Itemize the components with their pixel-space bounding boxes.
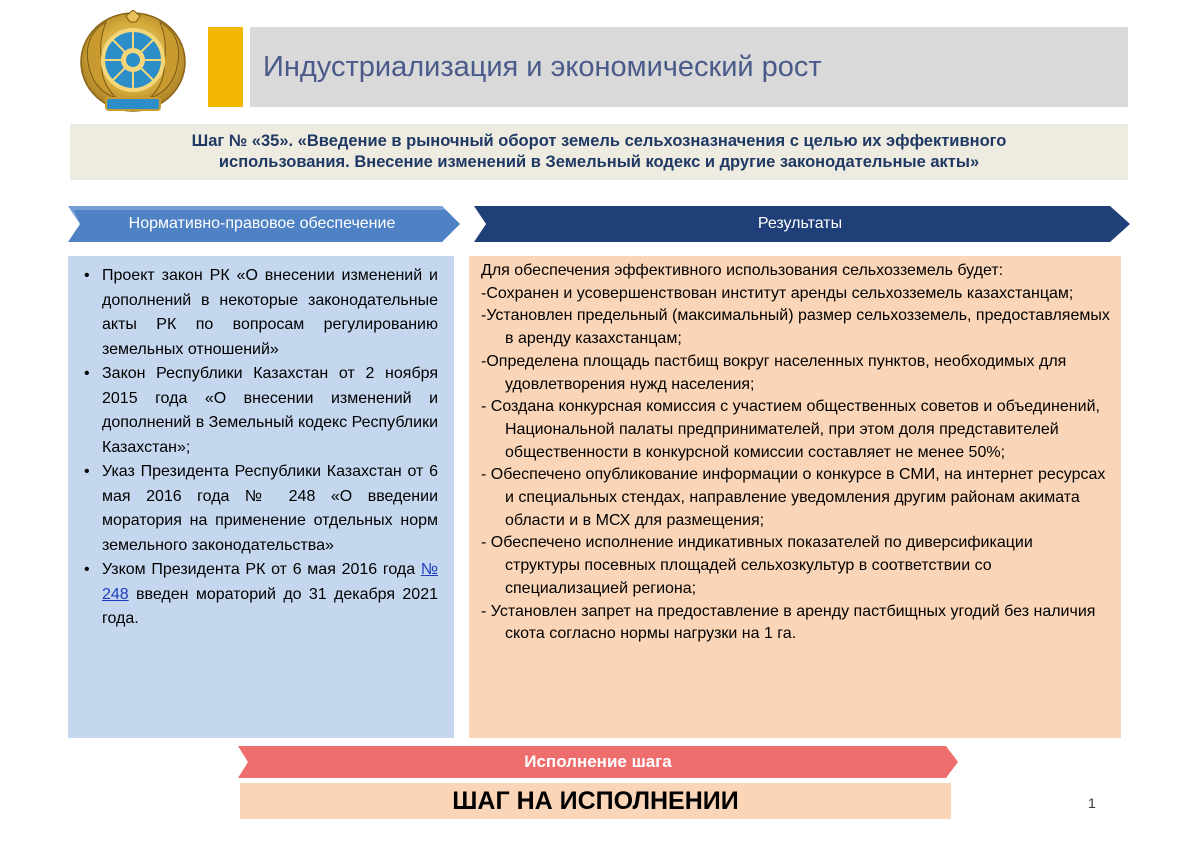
list-item: • Проект закон РК «О внесении изменений и дополнений в некоторые законодательные акты РК по вопросам регулированию земельных отношений»	[78, 264, 438, 362]
bullet: •	[84, 561, 90, 578]
step-description-box	[70, 124, 1128, 180]
results-section-label: Результаты	[757, 215, 843, 232]
list-item: • Закон Республики Казахстан от 2 ноября 2015 года «О внесении изменений и дополнений в Земельный кодекс Республики Казахстан»;	[78, 362, 438, 460]
page-title: Индустриализация и экономический рост	[263, 51, 822, 83]
execution-status: ШАГ НА ИСПОЛНЕНИИ	[452, 786, 739, 815]
results-panel	[469, 256, 1121, 738]
list-item: • Узком Президента РК от 6 мая 2016 года № 248 введен мораторий до 31 декабря 2021 года.	[78, 558, 438, 632]
list-item: • Указ Президента Республики Казахстан от 6 мая 2016 года № 248 «О введении моратория на применение отдельных норм земельного законодательства»	[78, 460, 438, 558]
page-number: 1	[1088, 795, 1096, 811]
result-line: - Установлен запрет на предоставление в аренду пастбищных угодий без наличия скота согласно нормы нагрузки на 1 га.	[481, 602, 1096, 643]
decree-248-link[interactable]: № 248	[102, 561, 438, 603]
execution-status-box	[240, 783, 951, 819]
result-line: - Обеспечено опубликование информации о конкурсе в СМИ, на интернет ресурсах и специальных стендах, направление уведомления другим районам акимата области и в МСХ для размещения;	[481, 466, 1106, 529]
bullet: •	[84, 267, 90, 284]
legal-section-label: Нормативно-правовое обеспечение	[128, 215, 396, 232]
result-line: Для обеспечения эффективного использования сельхозземель будет:	[481, 262, 1004, 279]
result-line: -Сохранен и усовершенствован институт аренды сельхозземель казахстанцам;	[481, 284, 1074, 302]
result-line: -Определена площадь пастбищ вокруг населенных пунктов, необходимых для удовлетворения нужд населения;	[481, 352, 1067, 393]
execution-label: Исполнение шага	[524, 752, 672, 771]
bullet: •	[84, 463, 90, 480]
legal-basis-list	[78, 264, 438, 632]
result-line: - Создана конкурсная комиссия с участием общественных советов и объединений, Национальной палаты предпринимателей, при этом доля представителей общественности в конкурсной комиссии составляет не менее 50%;	[481, 398, 1100, 461]
legal-basis-panel	[68, 256, 454, 738]
results-text	[481, 260, 1111, 646]
bullet: •	[84, 365, 90, 382]
result-line: -Установлен предельный (максимальный) размер сельхозземель, предоставляемых в аренду казахстанцам;	[481, 307, 1110, 348]
title-accent-bar	[208, 27, 243, 107]
result-line: - Обеспечено исполнение индикативных показателей по диверсификации структуры посевных площадей сельхозкультур в соответствии со специализацией региона;	[481, 534, 1033, 597]
title-bar	[250, 27, 1128, 107]
state-emblem-icon	[76, 10, 191, 118]
step-description-line1: Шаг № «35». «Введение в рыночный оборот земель сельхозназначения с целью их эффективного	[191, 132, 1007, 150]
step-description	[79, 131, 1119, 173]
step-description-line2: использования. Внесение изменений в Земельный кодекс и другие законодательные акты»	[218, 153, 980, 171]
